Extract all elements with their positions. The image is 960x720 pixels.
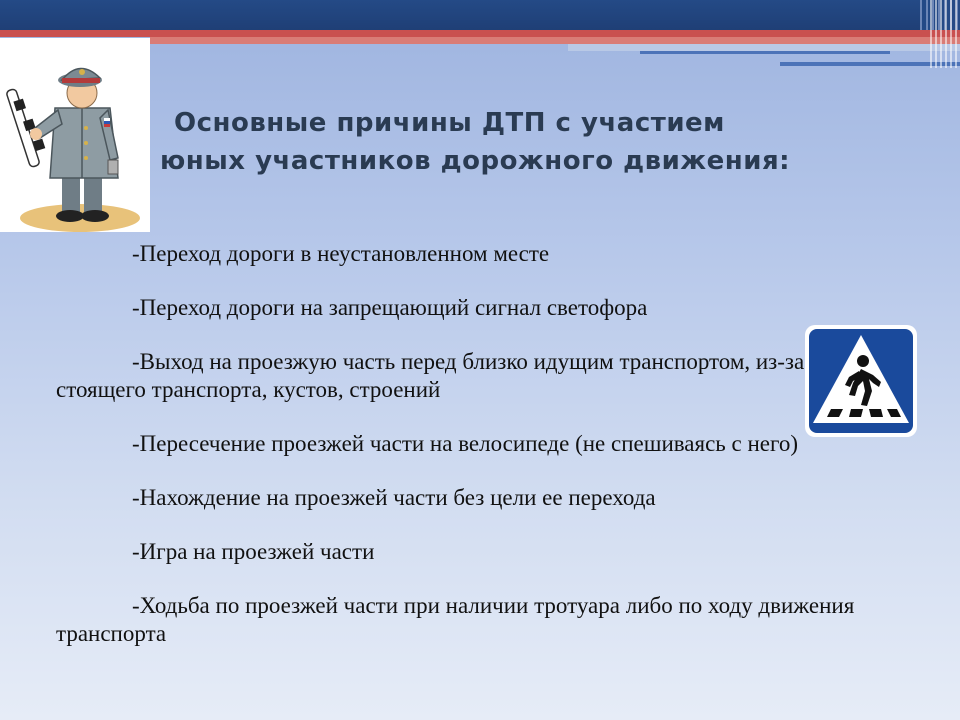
title-line-1: Основные причины ДТП с участием <box>174 108 725 138</box>
list-item: -Переход дороги в неустановленном месте <box>132 241 550 266</box>
slide-title <box>160 104 920 180</box>
stripe-texture <box>930 0 960 68</box>
list-item: -Ходьба по проезжей части при наличии тротуара либо по ходу движения транспорта <box>56 593 855 646</box>
list-item: -Пересечение проезжей части на велосипеде (не спешиваясь с него) <box>132 431 799 456</box>
policeman-icon <box>0 38 150 232</box>
list-item: -Нахождение на проезжей части без цели ее перехода <box>132 485 656 510</box>
causes-list <box>56 240 896 674</box>
list-item: -Игра на проезжей части <box>132 539 375 564</box>
blue-line <box>640 51 890 54</box>
pedestrian-crossing-sign <box>805 325 917 437</box>
list-item: -Переход дороги на запрещающий сигнал светофора <box>132 295 648 320</box>
list-item: -Выход на проезжую часть перед близко идущим транспортом, из-за стоящего транспорта, кустов, строений <box>56 349 805 402</box>
red-stripe-light <box>150 37 960 44</box>
light-stripe <box>568 44 960 51</box>
red-stripe <box>0 30 960 37</box>
top-bar <box>0 0 960 30</box>
title-line-2: юных участников дорожного движения: <box>160 146 791 176</box>
policeman-illustration <box>0 38 150 232</box>
pedestrian-crossing-icon <box>805 325 917 437</box>
